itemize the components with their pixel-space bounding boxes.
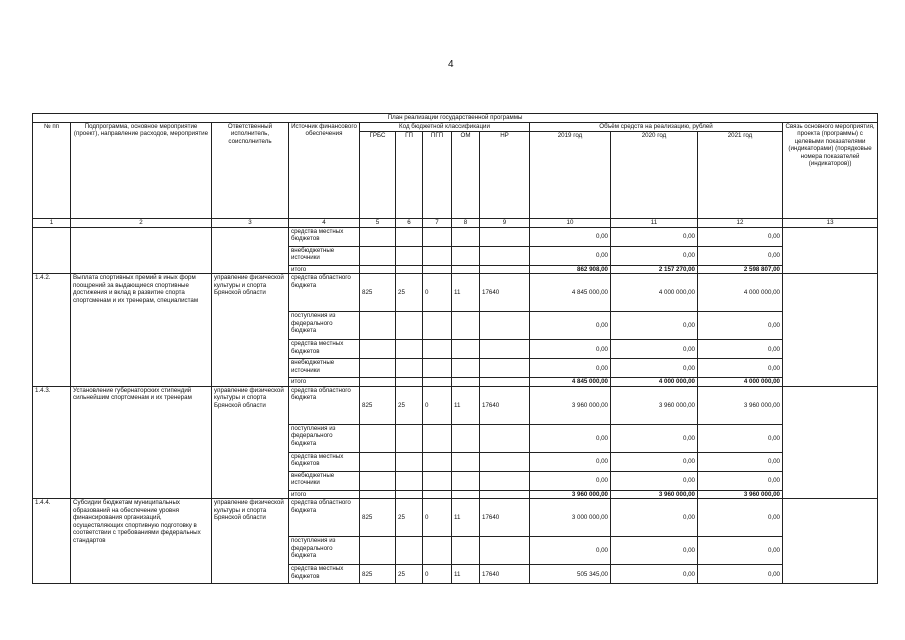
source-cell: итого — [289, 266, 360, 274]
value-2021: 0,00 — [698, 247, 783, 266]
item-name: Субсидии бюджетам муниципальных образований на обеспечение уровня финансирования организаций, осуществляющих спортивную подготовку в соответствии с требованиями федеральных стандартов — [71, 499, 212, 584]
code-gp: 25 — [396, 499, 423, 537]
code-om: 11 — [452, 565, 480, 584]
value-2020: 0,00 — [611, 452, 698, 471]
item-name: Установление губернаторских стипендий сильнейшим спортсменам и их тренерам — [71, 386, 212, 498]
source-cell: средства местных бюджетов — [289, 565, 360, 584]
link-cell — [783, 386, 878, 498]
value-2020: 0,00 — [611, 565, 698, 584]
col-number: 12 — [698, 219, 783, 228]
header-om: ОМ — [452, 132, 480, 219]
item-num: 1.4.2. — [33, 274, 71, 386]
value-2020: 0,00 — [611, 359, 698, 378]
value-2019: 0,00 — [530, 340, 611, 359]
source-cell: средства местных бюджетов — [289, 452, 360, 471]
col-number: 8 — [452, 219, 480, 228]
value-2021: 0,00 — [698, 537, 783, 565]
value-2019: 3 960 000,00 — [530, 386, 611, 424]
source-cell: поступления из федерального бюджета — [289, 312, 360, 340]
col-number: 4 — [289, 219, 360, 228]
value-2020: 0,00 — [611, 247, 698, 266]
item-num: 1.4.3. — [33, 386, 71, 498]
table-caption-row — [33, 114, 878, 123]
header-2019: 2019 год — [530, 132, 611, 219]
link-cell — [783, 228, 878, 274]
code-grbs: 825 — [360, 565, 396, 584]
code-gp: 25 — [396, 274, 423, 312]
header-pgp: ПГП — [423, 132, 452, 219]
value-2019: 4 845 000,00 — [530, 274, 611, 312]
total-2019: 4 845 000,00 — [530, 378, 611, 386]
value-2021: 0,00 — [698, 228, 783, 247]
value-2021: 0,00 — [698, 312, 783, 340]
header-volume: Объём средств на реализацию, рублей — [530, 123, 783, 132]
program-plan-table — [32, 113, 878, 584]
source-cell: внебюджетные источники — [289, 247, 360, 266]
code-om: 11 — [452, 274, 480, 312]
value-2019: 0,00 — [530, 228, 611, 247]
item-executor: управление физической культуры и спорта Брянской области — [212, 386, 289, 498]
col-number: 10 — [530, 219, 611, 228]
value-2021: 3 960 000,00 — [698, 386, 783, 424]
code-pgp: 0 — [423, 386, 452, 424]
cont-num-cell — [33, 228, 71, 274]
header-2021: 2021 год — [698, 132, 783, 219]
col-number: 5 — [360, 219, 396, 228]
item-name: Выплата спортивных премий в иных форм поощрений за выдающиеся спортивные достижения и вклад в развитие спорта спортсменам и их тренерам, специалистам — [71, 274, 212, 386]
code-pgp: 0 — [423, 274, 452, 312]
total-2021: 2 598 807,00 — [698, 266, 783, 274]
code-nr: 17640 — [480, 499, 530, 537]
col-number: 6 — [396, 219, 423, 228]
header-nr: НР — [480, 132, 530, 219]
code-pgp: 0 — [423, 499, 452, 537]
value-2021: 0,00 — [698, 359, 783, 378]
value-2020: 0,00 — [611, 424, 698, 452]
code-nr: 17640 — [480, 386, 530, 424]
code-gp: 25 — [396, 386, 423, 424]
link-cell — [783, 274, 878, 386]
header-link: Связь основного мероприятия, проекта (программы) с целевыми показателями (индикаторами) (порядковые номера показателей (индикаторов)) — [783, 123, 878, 219]
col-number: 9 — [480, 219, 530, 228]
code-grbs: 825 — [360, 274, 396, 312]
header-num: № пп — [33, 123, 71, 219]
code-grbs: 825 — [360, 499, 396, 537]
value-2021: 0,00 — [698, 565, 783, 584]
col-number: 11 — [611, 219, 698, 228]
code-om: 11 — [452, 499, 480, 537]
value-2019: 3 000 000,00 — [530, 499, 611, 537]
header-budget-code: Код бюджетной классификации — [360, 123, 530, 132]
total-2019: 3 960 000,00 — [530, 490, 611, 498]
value-2020: 0,00 — [611, 312, 698, 340]
code-om: 11 — [452, 386, 480, 424]
value-2021: 0,00 — [698, 499, 783, 537]
item-num: 1.4.4. — [33, 499, 71, 584]
source-cell: средства местных бюджетов — [289, 340, 360, 359]
column-number-row — [33, 219, 878, 228]
source-cell: средства местных бюджетов — [289, 228, 360, 247]
code-grbs: 825 — [360, 386, 396, 424]
item-executor: управление физической культуры и спорта Брянской области — [212, 499, 289, 584]
header-executor: Ответственный исполнитель, соисполнитель — [212, 123, 289, 219]
value-2020: 0,00 — [611, 228, 698, 247]
value-2019: 0,00 — [530, 359, 611, 378]
value-2020: 4 000 000,00 — [611, 274, 698, 312]
value-2021: 0,00 — [698, 471, 783, 490]
code-nr: 17640 — [480, 565, 530, 584]
col-number: 7 — [423, 219, 452, 228]
cont-executor-cell — [212, 228, 289, 274]
value-2019: 0,00 — [530, 247, 611, 266]
col-number: 13 — [783, 219, 878, 228]
table-row — [33, 228, 878, 247]
source-cell: поступления из федерального бюджета — [289, 424, 360, 452]
value-2019: 0,00 — [530, 312, 611, 340]
code-nr: 17640 — [480, 274, 530, 312]
col-number: 2 — [71, 219, 212, 228]
source-cell: внебюджетные источники — [289, 471, 360, 490]
col-number: 1 — [33, 219, 71, 228]
source-cell: итого — [289, 378, 360, 386]
value-2020: 0,00 — [611, 499, 698, 537]
value-2020: 0,00 — [611, 537, 698, 565]
value-2019: 0,00 — [530, 471, 611, 490]
total-2020: 3 960 000,00 — [611, 490, 698, 498]
value-2021: 0,00 — [698, 452, 783, 471]
total-2021: 3 960 000,00 — [698, 490, 783, 498]
header-subprogram: Подпрограмма, основное мероприятие (проект), направление расходов, мероприятие — [71, 123, 212, 219]
source-cell: средства областного бюджета — [289, 386, 360, 424]
header-2020: 2020 год — [611, 132, 698, 219]
link-cell — [783, 499, 878, 584]
header-grbs: ГРБС — [360, 132, 396, 219]
value-2019: 0,00 — [530, 537, 611, 565]
value-2021: 0,00 — [698, 424, 783, 452]
source-cell: внебюджетные источники — [289, 359, 360, 378]
table-caption: План реализации государственной программы — [33, 114, 878, 123]
total-2019: 862 908,00 — [530, 266, 611, 274]
item-executor: управление физической культуры и спорта Брянской области — [212, 274, 289, 386]
cont-name-cell — [71, 228, 212, 274]
total-2020: 2 157 270,00 — [611, 266, 698, 274]
code-gp: 25 — [396, 565, 423, 584]
header-gp: ГП — [396, 132, 423, 219]
page-number: 4 — [448, 59, 454, 70]
source-cell: итого — [289, 490, 360, 498]
header-row-1 — [33, 123, 878, 132]
col-number: 3 — [212, 219, 289, 228]
header-source: Источник финансового обеспечения — [289, 123, 360, 219]
value-2021: 4 000 000,00 — [698, 274, 783, 312]
table-row — [33, 499, 878, 537]
source-cell: средства областного бюджета — [289, 274, 360, 312]
value-2021: 0,00 — [698, 340, 783, 359]
total-2020: 4 000 000,00 — [611, 378, 698, 386]
table-row — [33, 386, 878, 424]
value-2019: 505 345,00 — [530, 565, 611, 584]
table-row — [33, 274, 878, 312]
value-2020: 0,00 — [611, 340, 698, 359]
value-2020: 3 960 000,00 — [611, 386, 698, 424]
code-pgp: 0 — [423, 565, 452, 584]
source-cell: средства областного бюджета — [289, 499, 360, 537]
value-2020: 0,00 — [611, 471, 698, 490]
total-2021: 4 000 000,00 — [698, 378, 783, 386]
value-2019: 0,00 — [530, 452, 611, 471]
source-cell: поступления из федерального бюджета — [289, 537, 360, 565]
value-2019: 0,00 — [530, 424, 611, 452]
